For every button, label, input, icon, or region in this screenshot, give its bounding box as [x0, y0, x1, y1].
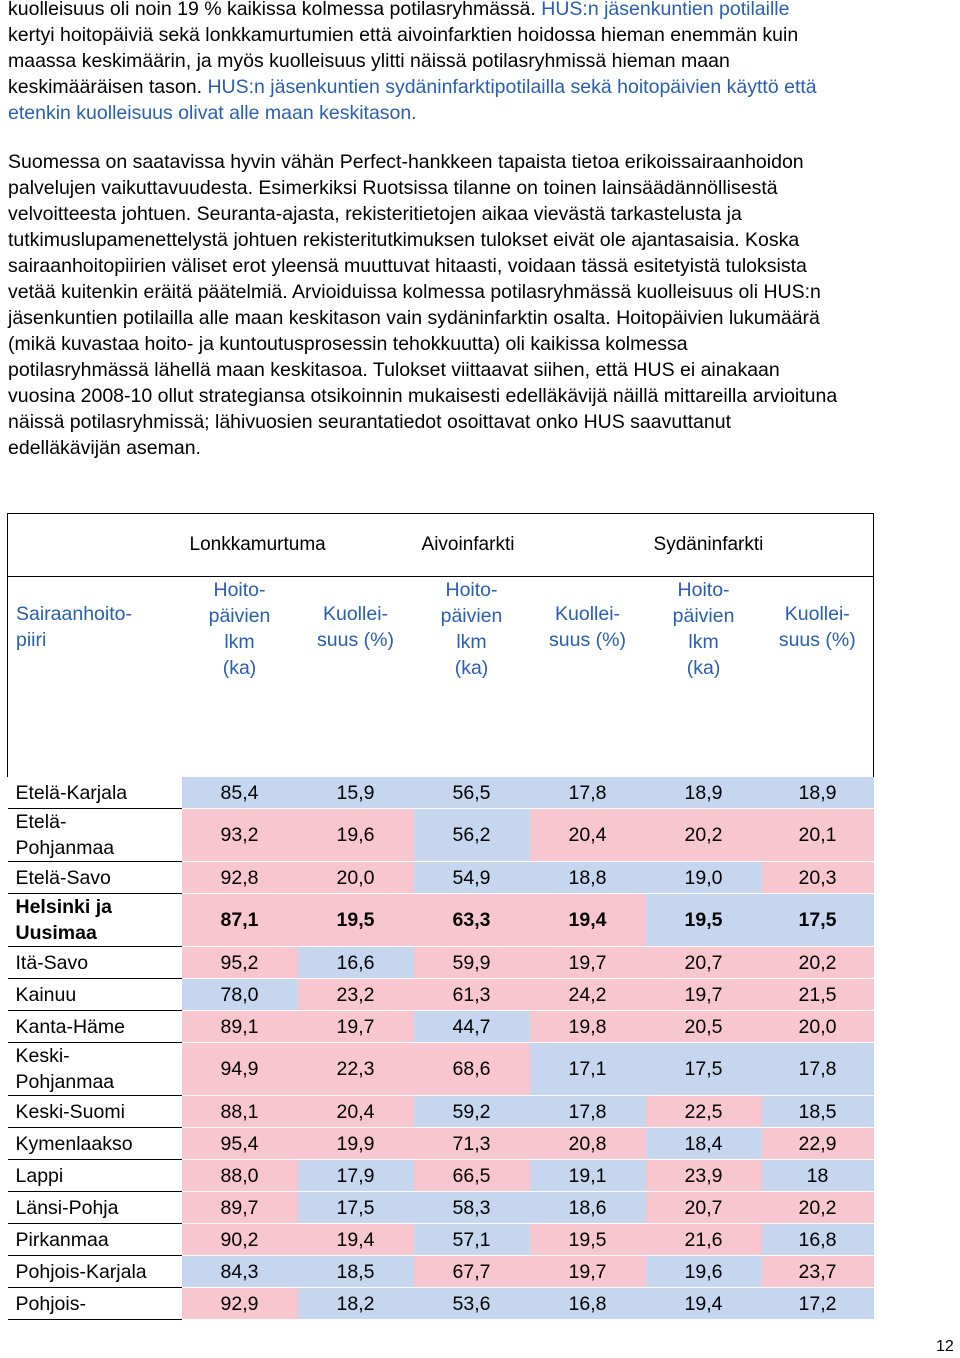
header-line: päivien	[440, 605, 503, 627]
header-line: lkm	[688, 631, 719, 653]
highlighted-text: etenkin kuolleisuus olivat alle maan keskitason.	[8, 102, 417, 124]
header-line: Kuollei-	[555, 603, 621, 625]
table-row	[8, 894, 874, 947]
value-cell: 88,1	[182, 1096, 298, 1128]
value-cell: 17,5	[646, 1043, 762, 1096]
header-line: (ka)	[222, 657, 257, 679]
value-cell: 23,7	[762, 1256, 874, 1288]
value-cell: 19,7	[298, 1011, 414, 1043]
text-line: palvelujen vaikuttavuudesta. Esimerkiksi Ruotsissa tilanne on toinen lainsäädännöllisestä	[8, 177, 778, 199]
value-cell: 19,4	[298, 1224, 414, 1256]
empty-header-cell	[8, 514, 182, 577]
table-body	[8, 514, 874, 1320]
row-name-line: Pohjois-Karjala	[15, 1260, 147, 1283]
value-cell: 20,5	[646, 1011, 762, 1043]
results-table	[7, 513, 874, 1320]
value-cell: 92,8	[182, 862, 298, 894]
value-cell: 20,1	[762, 809, 874, 862]
page-number: 12	[936, 1338, 954, 1355]
value-cell: 63,3	[414, 894, 530, 947]
column-header-row	[8, 577, 874, 778]
value-cell: 19,9	[298, 1128, 414, 1160]
header-line: Kuollei-	[322, 603, 389, 625]
value-cell: 19,4	[530, 894, 646, 947]
value-cell: 95,4	[182, 1128, 298, 1160]
value-cell: 20,2	[646, 809, 762, 862]
value-cell: 22,3	[298, 1043, 414, 1096]
value-cell: 18,5	[298, 1256, 414, 1288]
text-line: edelläkävijän aseman.	[8, 437, 201, 459]
value-cell: 56,5	[414, 777, 530, 809]
row-name-line: Etelä-	[15, 811, 67, 833]
value-cell: 59,9	[414, 947, 530, 979]
value-cell: 18,9	[762, 777, 874, 809]
value-cell: 95,2	[182, 947, 298, 979]
text-line: (mikä kuvastaa hoito- ja kuntoutusprosessin tehokkuutta) oli kaikissa kolmessa	[8, 333, 688, 355]
value-cell: 18,9	[646, 777, 762, 809]
value-cell: 22,5	[646, 1096, 762, 1128]
header-line: lkm	[456, 631, 487, 653]
column-header-mortality	[530, 577, 646, 778]
row-name-line: Kainuu	[15, 983, 77, 1006]
value-cell: 19,5	[298, 894, 414, 947]
value-cell: 20,2	[762, 947, 874, 979]
header-line: Sairaanhoito-	[16, 603, 132, 625]
row-name-cell	[8, 777, 182, 809]
value-cell: 18,8	[530, 862, 646, 894]
row-name-cell	[8, 979, 182, 1011]
table-row	[8, 1043, 874, 1096]
value-cell: 18,2	[298, 1288, 414, 1320]
value-cell: 22,9	[762, 1128, 874, 1160]
text-line: vuosina 2008-10 ollut strategiansa otsikoinnin mukaisesti edelläkävijä näillä mittareilla arvioituna	[8, 385, 838, 407]
value-cell: 20,4	[298, 1096, 414, 1128]
value-cell: 78,0	[182, 979, 298, 1011]
header-line: Hoito-	[677, 579, 730, 601]
value-cell: 18,5	[762, 1096, 874, 1128]
row-name-line: Itä-Savo	[15, 951, 89, 974]
value-cell: 17,9	[298, 1160, 414, 1192]
value-cell: 92,9	[182, 1288, 298, 1320]
table-row	[8, 862, 874, 894]
row-name-line: Keski-	[15, 1045, 70, 1067]
text-line: kertyi hoitopäiviä sekä lonkkamurtumien että aivoinfarktien hoidossa hieman enemmän kuin	[8, 24, 799, 46]
value-cell: 23,9	[646, 1160, 762, 1192]
paragraph-1	[8, 0, 953, 126]
value-cell: 17,8	[530, 777, 646, 809]
row-name-cell	[8, 1096, 182, 1128]
row-name-line: Pohjanmaa	[15, 837, 115, 859]
value-cell: 19,1	[530, 1160, 646, 1192]
row-name-line: Helsinki ja	[15, 896, 112, 918]
value-cell: 19,6	[298, 809, 414, 862]
table-row	[8, 1011, 874, 1043]
value-cell: 84,3	[182, 1256, 298, 1288]
value-cell: 93,2	[182, 809, 298, 862]
row-name-cell	[8, 1192, 182, 1224]
text-line: maassa keskimäärin, ja myös kuolleisuus ylitti näissä potilasryhmissä hieman maan	[8, 50, 730, 72]
value-cell: 18,6	[530, 1192, 646, 1224]
row-name-cell	[8, 1011, 182, 1043]
table-row	[8, 947, 874, 979]
highlighted-text: HUS:n jäsenkuntien sydäninfarktipotilailla sekä hoitopäivien käyttö että	[207, 76, 817, 98]
table-row	[8, 1224, 874, 1256]
value-cell: 19,8	[530, 1011, 646, 1043]
column-header-piiri	[8, 577, 182, 778]
value-cell: 18,4	[646, 1128, 762, 1160]
header-line: (ka)	[454, 657, 489, 679]
value-cell: 87,1	[182, 894, 298, 947]
table-row	[8, 1096, 874, 1128]
row-name-line: Pohjois-	[15, 1292, 86, 1315]
value-cell: 19,7	[530, 1256, 646, 1288]
row-name-cell	[8, 1128, 182, 1160]
value-cell: 20,4	[530, 809, 646, 862]
value-cell: 24,2	[530, 979, 646, 1011]
value-cell: 90,2	[182, 1224, 298, 1256]
header-line: lkm	[224, 631, 255, 653]
row-name-line: Kymenlaakso	[15, 1132, 133, 1155]
table-row	[8, 777, 874, 809]
value-cell: 19,0	[646, 862, 762, 894]
value-cell: 17,5	[298, 1192, 414, 1224]
row-name-cell	[8, 1160, 182, 1192]
table-row	[8, 979, 874, 1011]
value-cell: 94,9	[182, 1043, 298, 1096]
value-cell: 19,7	[646, 979, 762, 1011]
text-line: vetää kuitenkin eräitä päätelmiä. Arvioiduissa kolmessa potilasryhmässä kuolleisuus oli HUS:n	[8, 281, 821, 303]
text-line: tutkimuslupamenettelystä johtuen rekisteritutkimuksen tulokset eivät ole ajantasaisia. Koska	[8, 229, 800, 251]
row-name-cell	[8, 1043, 182, 1096]
header-line: Hoito-	[445, 579, 498, 601]
row-name-line: Uusimaa	[15, 922, 97, 944]
row-name-cell	[8, 947, 182, 979]
header-line: piiri	[16, 629, 47, 651]
header-line: päivien	[208, 605, 271, 627]
value-cell: 18	[762, 1160, 874, 1192]
value-cell: 17,8	[762, 1043, 874, 1096]
value-cell: 58,3	[414, 1192, 530, 1224]
row-name-cell	[8, 1288, 182, 1320]
value-cell: 44,7	[414, 1011, 530, 1043]
paragraph-2	[8, 149, 953, 461]
table-row	[8, 1128, 874, 1160]
value-cell: 16,8	[530, 1288, 646, 1320]
value-cell: 19,7	[530, 947, 646, 979]
value-cell: 17,8	[530, 1096, 646, 1128]
value-cell: 57,1	[414, 1224, 530, 1256]
value-cell: 19,5	[646, 894, 762, 947]
value-cell: 19,5	[530, 1224, 646, 1256]
value-cell: 53,6	[414, 1288, 530, 1320]
text-line: velvoitteesta johtuen. Seuranta-ajasta, rekisteritietojen aikaa vievästä tarkastelusta ja	[8, 203, 742, 225]
header-line: suus (%)	[778, 629, 856, 651]
row-name-cell	[8, 1256, 182, 1288]
group-header-row	[8, 514, 874, 577]
group-header-lonkkamurtuma: Lonkkamurtuma	[182, 514, 414, 577]
row-name-line: Etelä-Savo	[15, 866, 111, 889]
value-cell: 19,4	[646, 1288, 762, 1320]
text-line: Suomessa on saatavissa hyvin vähän Perfect-hankkeen tapaista tietoa erikoissairaanhoidon	[8, 151, 804, 173]
row-name-line: Länsi-Pohja	[15, 1196, 119, 1219]
value-cell: 88,0	[182, 1160, 298, 1192]
value-cell: 20,7	[646, 1192, 762, 1224]
table-row	[8, 1288, 874, 1320]
group-header-aivoinfarkti: Aivoinfarkti	[414, 514, 646, 577]
value-cell: 59,2	[414, 1096, 530, 1128]
value-cell: 17,5	[762, 894, 874, 947]
group-header-sydaninfarkti: Sydäninfarkti	[646, 514, 874, 577]
column-header-mortality	[762, 577, 874, 778]
value-cell: 20,0	[298, 862, 414, 894]
header-line: päivien	[672, 605, 735, 627]
value-cell: 16,8	[762, 1224, 874, 1256]
text-segment: kuolleisuus oli noin 19 % kaikissa kolmessa potilasryhmässä.	[8, 0, 542, 20]
row-name-line: Pohjanmaa	[15, 1071, 115, 1093]
value-cell: 21,5	[762, 979, 874, 1011]
column-header-days	[414, 577, 530, 778]
text-line: jäsenkuntien potilailla alle maan keskitason vain sydäninfarktin osalta. Hoitopäivien lukumäärä	[8, 307, 820, 329]
value-cell: 17,1	[530, 1043, 646, 1096]
value-cell: 21,6	[646, 1224, 762, 1256]
value-cell: 61,3	[414, 979, 530, 1011]
header-line: (ka)	[686, 657, 721, 679]
text-line: sairaanhoitopiirien väliset erot yleensä muuttuvat hitaasti, voidaan tässä esitetyistä tuloksista	[8, 255, 807, 277]
value-cell: 17,2	[762, 1288, 874, 1320]
value-cell: 20,0	[762, 1011, 874, 1043]
table-row	[8, 1160, 874, 1192]
row-name-line: Keski-Suomi	[15, 1100, 125, 1123]
value-cell: 89,7	[182, 1192, 298, 1224]
header-line: suus (%)	[549, 629, 626, 651]
value-cell: 56,2	[414, 809, 530, 862]
value-cell: 20,2	[762, 1192, 874, 1224]
table-row	[8, 809, 874, 862]
column-header-mortality	[298, 577, 414, 778]
highlighted-text: HUS:n jäsenkuntien potilaille	[541, 0, 790, 20]
value-cell: 67,7	[414, 1256, 530, 1288]
column-header-days	[646, 577, 762, 778]
header-line: Kuollei-	[784, 603, 850, 625]
value-cell: 71,3	[414, 1128, 530, 1160]
row-name-cell	[8, 809, 182, 862]
row-name-line: Pirkanmaa	[15, 1228, 109, 1251]
table-row	[8, 1192, 874, 1224]
text-segment: keskimääräisen tason.	[8, 76, 208, 98]
row-name-cell	[8, 894, 182, 947]
row-name-line: Lappi	[15, 1164, 64, 1187]
value-cell: 20,7	[646, 947, 762, 979]
value-cell: 15,9	[298, 777, 414, 809]
header-line: Hoito-	[213, 579, 266, 601]
text-line: näissä potilasryhmissä; lähivuosien seurantatiedot osoittavat onko HUS saavuttanut	[8, 411, 731, 433]
row-name-line: Kanta-Häme	[15, 1015, 125, 1038]
value-cell: 85,4	[182, 777, 298, 809]
value-cell: 54,9	[414, 862, 530, 894]
value-cell: 89,1	[182, 1011, 298, 1043]
row-name-line: Etelä-Karjala	[15, 781, 128, 804]
row-name-cell	[8, 1224, 182, 1256]
value-cell: 19,6	[646, 1256, 762, 1288]
value-cell: 20,8	[530, 1128, 646, 1160]
row-name-cell	[8, 862, 182, 894]
value-cell: 66,5	[414, 1160, 530, 1192]
text-line: potilasryhmässä lähellä maan keskitasoa. Tulokset viittaavat siihen, että HUS ei ainakaan	[8, 359, 780, 381]
header-line: suus (%)	[317, 629, 394, 651]
column-header-days	[182, 577, 298, 778]
value-cell: 20,3	[762, 862, 874, 894]
value-cell: 68,6	[414, 1043, 530, 1096]
table-row	[8, 1256, 874, 1288]
value-cell: 16,6	[298, 947, 414, 979]
value-cell: 23,2	[298, 979, 414, 1011]
